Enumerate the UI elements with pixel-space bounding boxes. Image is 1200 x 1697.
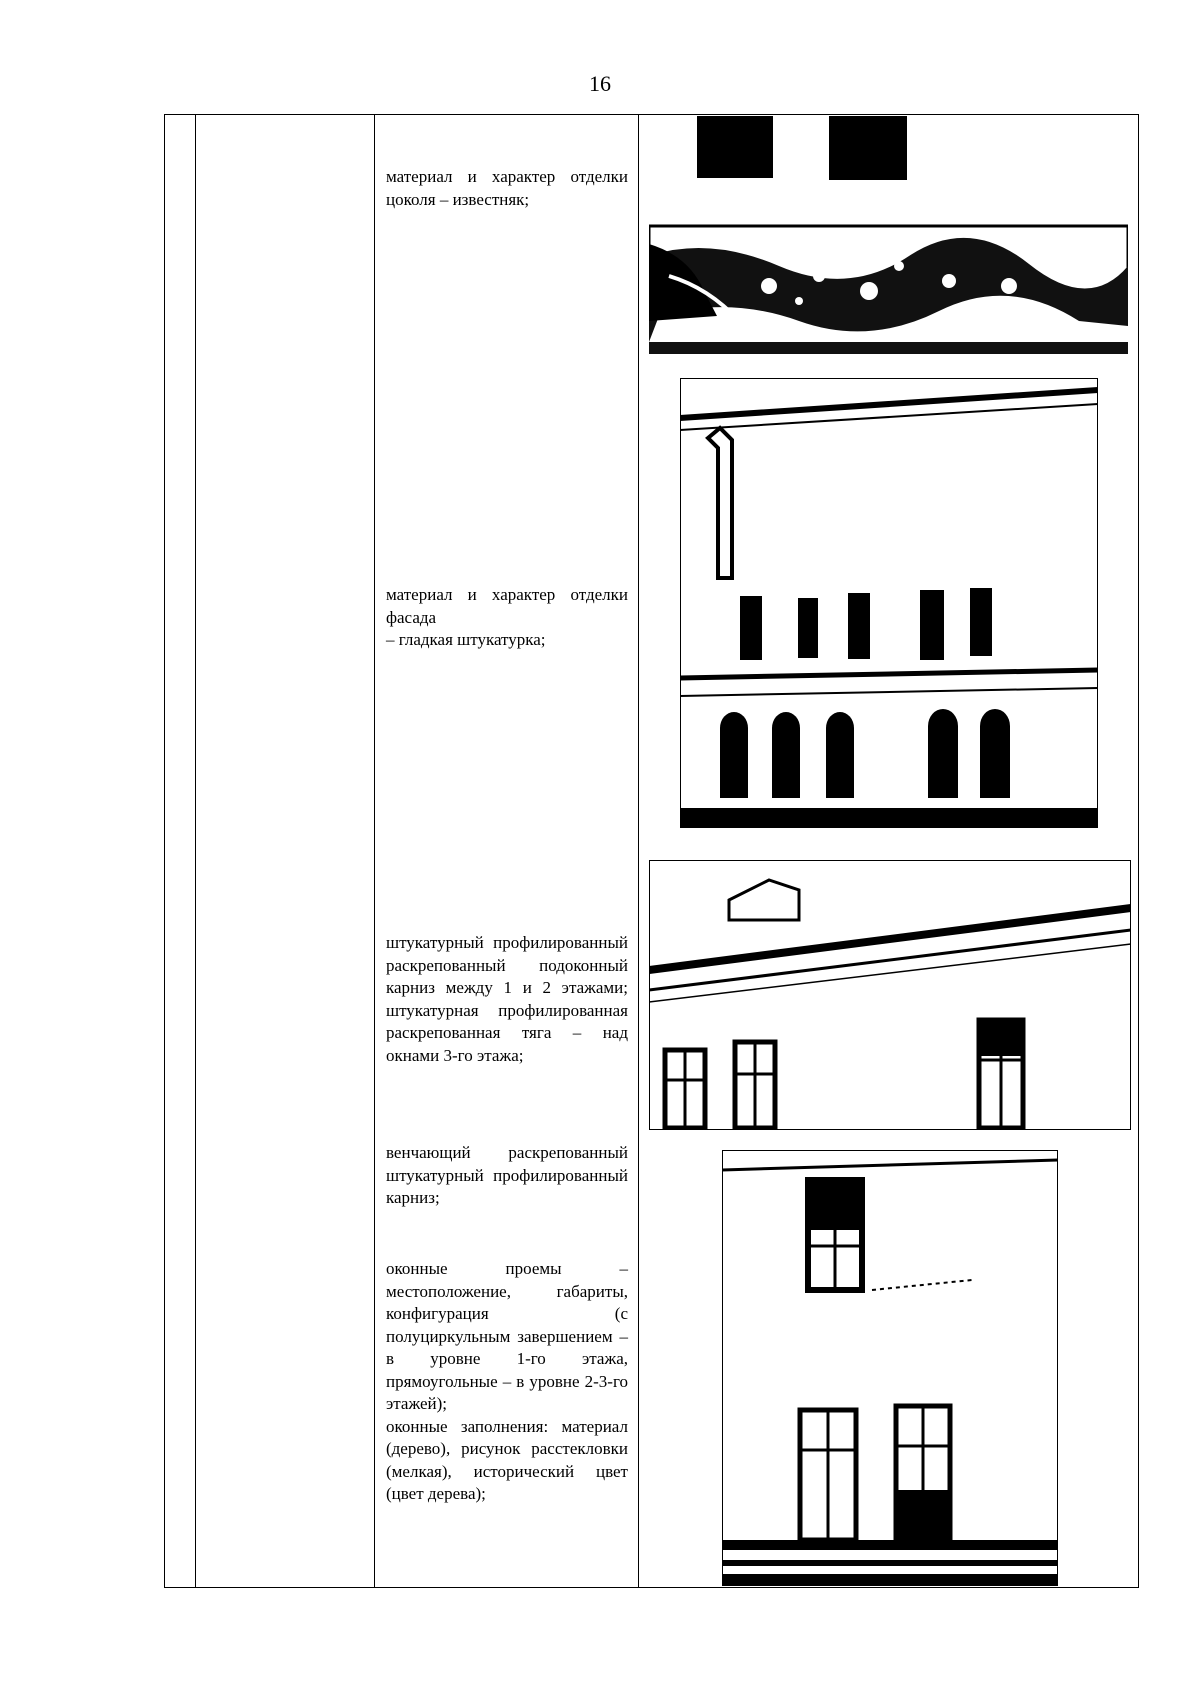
- photo-cornice: [649, 860, 1131, 1130]
- page-number: 16: [589, 71, 611, 96]
- photo-plinth: [649, 116, 1128, 354]
- description-plinth: материал и характер отделки цоколя – известняк;: [386, 167, 628, 209]
- description-facade: материал и характер отделки фасада – гладкая штукатурка;: [386, 585, 628, 649]
- description-crowning-cornice: венчающий раскрепованный штукатурный профилированный карниз;: [386, 1143, 628, 1207]
- photo-windows: [722, 1150, 1058, 1586]
- photo-facade: [680, 378, 1098, 828]
- description-cornice-between-floors: штукатурный профилированный раскрепованный подоконный карниз между 1 и 2 этажами; штукатурная профилированная раскрепованная тяга – над окнами 3-го этажа;: [386, 933, 628, 1065]
- description-windows: оконные проемы – местоположение, габариты, конфигурация (с полуциркульным завершением – в уровне 1-го этажа, прямоугольные – в уровне 2-3-го этажей); оконные заполнения: материал (дерево), рисунок расстекловки (мелкая), исторический цвет (цвет дерева);: [386, 1259, 628, 1503]
